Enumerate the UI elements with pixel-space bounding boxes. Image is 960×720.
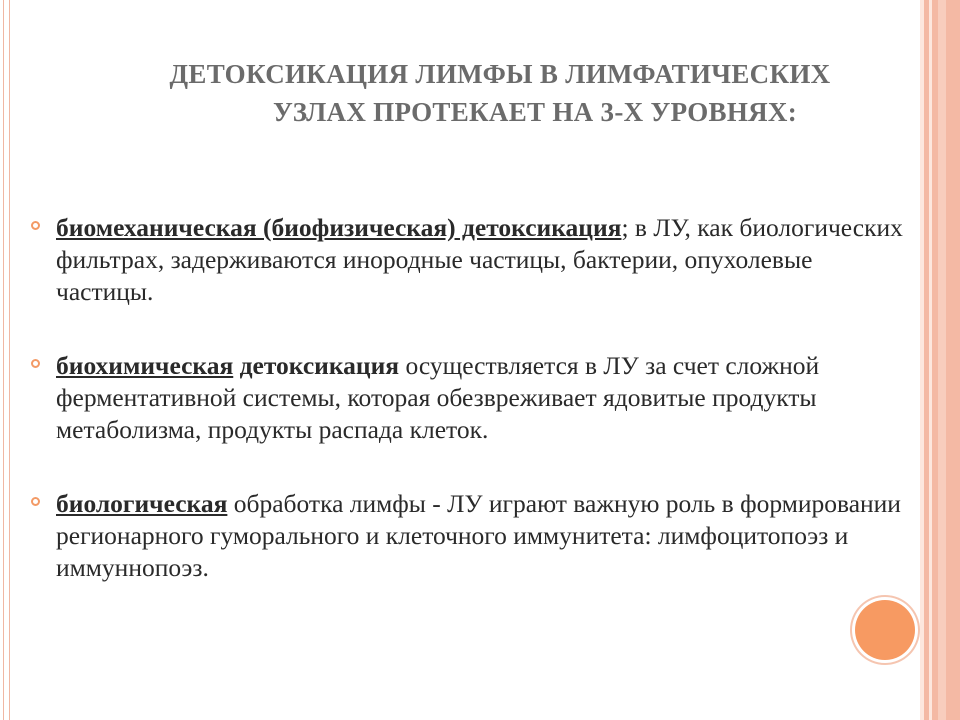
bullet-term: биохимическая: [56, 351, 234, 380]
bullet-item-biochemical: [30, 350, 910, 446]
bullet-list: [30, 212, 910, 626]
bullet-description: ; в ЛУ, как биологических фильтрах, задерживаются инородные частицы, бактерии, опухолевые частицы.: [56, 213, 903, 306]
bullet-term: биомеханическая (биофизическая) детоксикация: [56, 213, 622, 242]
bullet-text: [56, 488, 910, 584]
right-stripe-decoration: [920, 0, 960, 720]
bullet-circle-icon: [31, 359, 40, 368]
bullet-text: [56, 212, 910, 308]
bullet-item-biomechanical: [30, 212, 910, 308]
slide-title-line-1: ДЕТОКСИКАЦИЯ ЛИМФЫ В ЛИМФАТИЧЕСКИХ: [169, 59, 831, 89]
bullet-circle-icon: [31, 497, 40, 506]
bullet-text: [56, 350, 910, 446]
orange-circle-decoration: [855, 600, 915, 660]
slide-title-line-2: УЗЛАХ ПРОТЕКАЕТ НА 3-Х УРОВНЯХ:: [272, 97, 798, 127]
bullet-term-bold: детоксикация: [233, 351, 400, 380]
bullet-item-biological: [30, 488, 910, 584]
bullet-circle-icon: [31, 221, 40, 230]
left-border-decoration: [0, 0, 10, 720]
bullet-description: осуществляется в ЛУ за счет сложной ферментативной системы, которая обезвреживает ядовитые продукты метаболизма, продукты распада клеток.: [56, 351, 820, 444]
slide-title: [150, 55, 850, 131]
bullet-description: обработка лимфы - ЛУ играют важную роль в формировании регионарного гуморального и клеточного иммунитета: лимфоцитопоэз и иммуннопоэз.: [56, 489, 901, 582]
bullet-term: биологическая: [56, 489, 228, 518]
